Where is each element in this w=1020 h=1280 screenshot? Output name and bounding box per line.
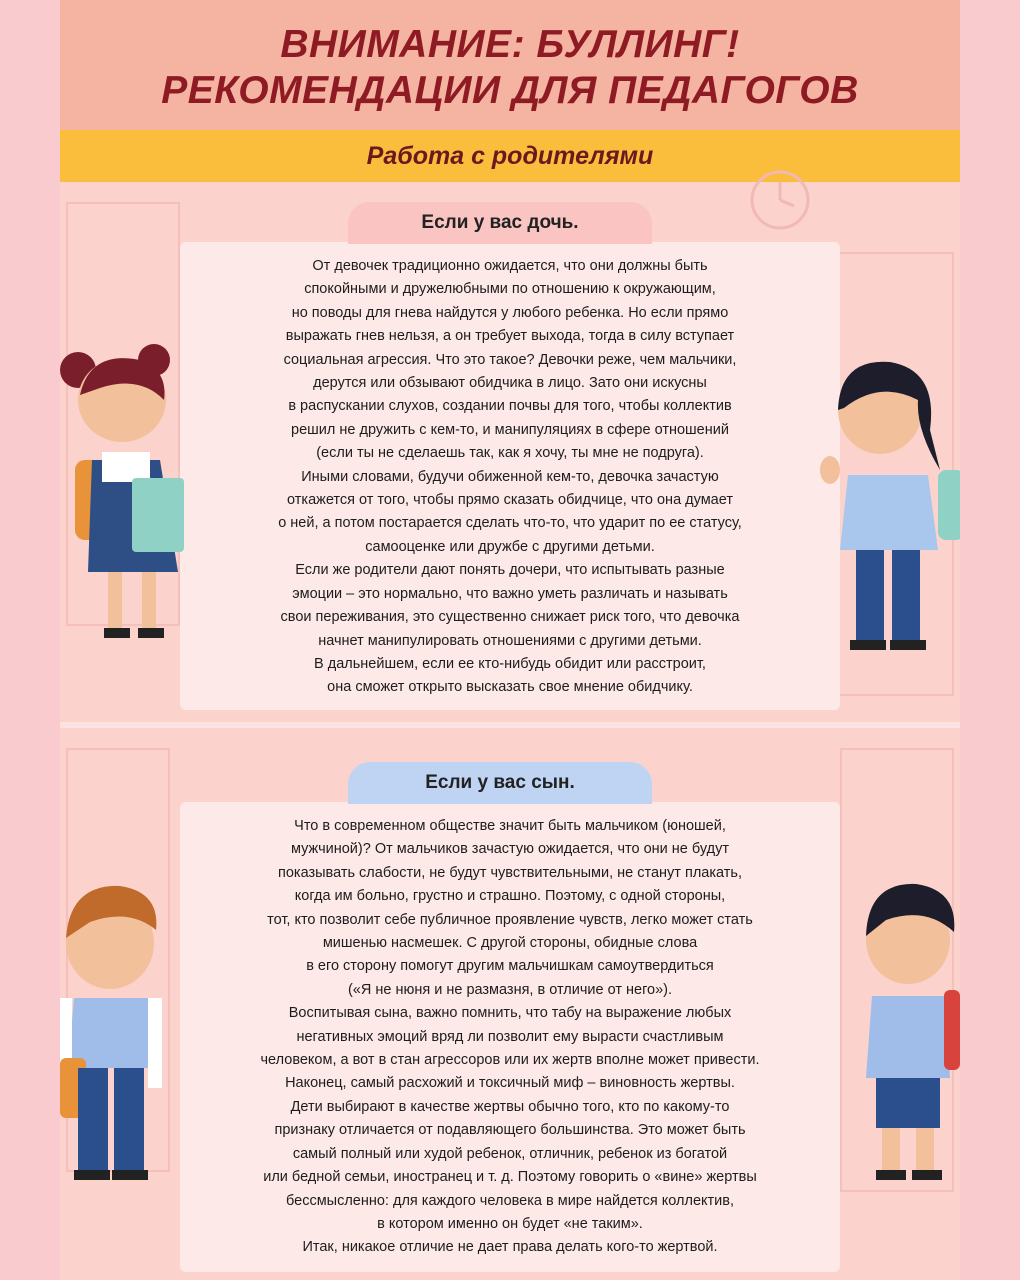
son-text-line: показывать слабости, не будут чувствительными, не станут плакать, bbox=[278, 864, 742, 881]
daughter-section-title: Если у вас дочь. bbox=[348, 202, 652, 244]
daughter-text-line: спокойными и дружелюбными по отношению к окружающим, bbox=[304, 281, 716, 298]
daughter-text-line: Если же родители дают понять дочери, что испытывать разные bbox=[295, 562, 725, 579]
son-text-line: в его сторону помогут другим мальчишкам самоутвердиться bbox=[306, 958, 714, 975]
son-section-text bbox=[170, 815, 850, 1260]
boy-with-backpack-illustration bbox=[860, 878, 960, 1188]
son-text-line: в котором именно он будет «не таким». bbox=[377, 1215, 643, 1232]
son-text-line: Дети выбирают в качестве жертвы обычно того, кто по какому-то bbox=[290, 1098, 730, 1115]
son-text-line: признаку отличается от подавляющего большинства. Это может быть bbox=[274, 1122, 746, 1139]
subheader-band: Работа с родителями bbox=[60, 130, 960, 182]
daughter-text-line: Иными словами, будучи обиженной кем-то, девочка зачастую bbox=[301, 468, 719, 485]
son-text-line: тот, кто позволит себе публичное проявление чувств, легко может стать bbox=[267, 911, 753, 928]
boy-with-bag-illustration bbox=[60, 878, 170, 1188]
son-text-line: бессмысленно: для каждого человека в мире найдется коллектив, bbox=[285, 1192, 734, 1209]
daughter-text-line: начнет манипулировать отношениями с другими детьми. bbox=[318, 632, 702, 649]
son-text-line: Что в современном обществе значит быть мальчиком (юношей, bbox=[294, 818, 726, 834]
daughter-text-line: выражать гнев нельзя, а он требует выхода, тогда в силу вступает bbox=[285, 328, 735, 345]
poster-title-line1: ВНИМАНИЕ: БУЛЛИНГ! bbox=[280, 23, 740, 66]
son-text-line: мишенью насмешек. С другой стороны, обидные слова bbox=[322, 935, 698, 952]
son-text-line: мужчиной)? От мальчиков зачастую ожидается, что они не будут bbox=[290, 841, 729, 858]
son-section-title: Если у вас сын. bbox=[348, 762, 652, 804]
son-text-line: человеком, а вот в стан агрессоров или их жертв вполне может привести. bbox=[260, 1052, 760, 1069]
son-text-line: Воспитывая сына, важно помнить, что табу на выражение любых bbox=[288, 1005, 732, 1022]
son-text-line: самый полный или худой ребенок, отличник, ребенок из богатой bbox=[292, 1145, 728, 1162]
girl-waving-illustration bbox=[820, 350, 960, 660]
girl-with-books-illustration bbox=[60, 340, 190, 660]
son-text-line: или бедной семьи, иностранец и т. д. Поэтому говорить о «вине» жертвы bbox=[263, 1169, 757, 1186]
daughter-text-line: решил не дружить с кем-то, и манипуляциях в сфере отношений bbox=[291, 421, 729, 438]
son-text-line: Наконец, самый расхожий и токсичный миф – виновность жертвы. bbox=[285, 1075, 735, 1092]
poster bbox=[60, 0, 960, 1280]
daughter-text-line: эмоции – это нормально, что важно уметь различать и называть bbox=[292, 585, 728, 602]
son-text-line: негативных эмоций вряд ли позволит ему вырасти счастливым bbox=[296, 1028, 724, 1045]
son-text-line: («Я не нюня и не размазня, в отличие от него»). bbox=[347, 981, 673, 998]
son-text-line: когда им больно, грустно и страшно. Поэтому, с одной стороны, bbox=[294, 888, 726, 905]
daughter-text-line: (если ты не сделаешь так, как я хочу, ты мне не подруга). bbox=[316, 445, 704, 462]
daughter-text-line: о ней, а потом постарается сделать что-то, что ударит по ее статусу, bbox=[278, 515, 742, 532]
daughter-text-line: откажется от того, чтобы прямо сказать обидчице, что она думает bbox=[287, 492, 733, 509]
daughter-text-line: социальная агрессия. Что это такое? Девочки реже, чем мальчики, bbox=[283, 351, 737, 368]
daughter-text-line: свои переживания, это существенно снижает риск того, что девочка bbox=[280, 609, 740, 626]
daughter-text-line: в распускании слухов, создании почвы для того, чтобы коллектив bbox=[288, 398, 732, 415]
daughter-text-line: она сможет открыто высказать свое мнение обидчику. bbox=[327, 679, 693, 696]
daughter-section-text bbox=[170, 255, 850, 700]
daughter-text-line: дерутся или обзывают обидчика в лицо. Зато они искусны bbox=[313, 375, 707, 392]
daughter-text-line: В дальнейшем, если ее кто-нибудь обидит или расстроит, bbox=[314, 655, 706, 672]
son-text-line: Итак, никакое отличие не дает права делать кого-то жертвой. bbox=[302, 1239, 718, 1256]
poster-title-line2: РЕКОМЕНДАЦИИ ДЛЯ ПЕДАГОГОВ bbox=[161, 69, 859, 112]
daughter-text-line: самооценке или дружбе с другими детьми. bbox=[365, 538, 655, 555]
daughter-text-line: но поводы для гнева найдутся у любого ребенка. Но если прямо bbox=[291, 304, 729, 321]
poster-header bbox=[60, 0, 960, 130]
daughter-text-line: От девочек традиционно ожидается, что они должны быть bbox=[312, 258, 708, 274]
clock-icon bbox=[748, 168, 812, 232]
